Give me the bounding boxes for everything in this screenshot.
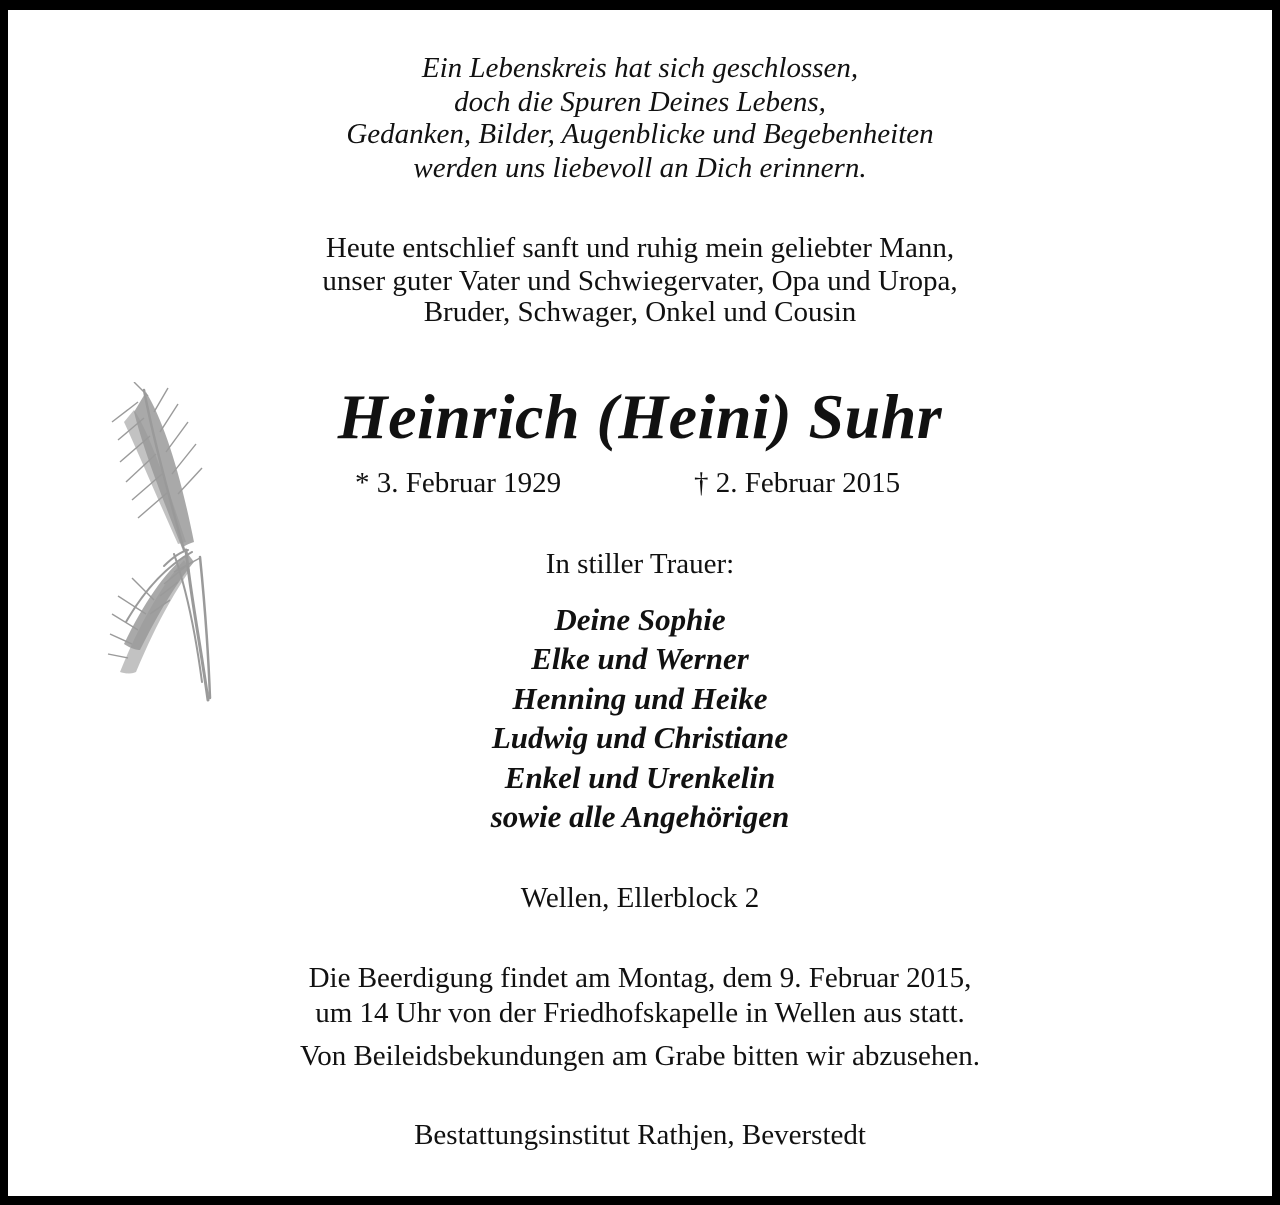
family-member: sowie alle Angehörigen: [490, 799, 790, 834]
family-member: Ludwig und Christiane: [491, 720, 789, 755]
condolence-note: Von Beileidsbekundungen am Grabe bitten wir abzusehen.: [300, 1040, 980, 1072]
family-member: Henning und Heike: [512, 681, 768, 716]
intro-line-1: Heute entschlief sanft und ruhig mein geliebter Mann,: [325, 232, 955, 264]
intro-line-3: Bruder, Schwager, Onkel und Cousin: [423, 296, 857, 328]
poem-line-3: Gedanken, Bilder, Augenblicke und Begebenheiten: [346, 118, 934, 150]
poem-line-1: Ein Lebenskreis hat sich geschlossen,: [421, 52, 859, 84]
poem-line-4: werden uns liebevoll an Dich erinnern.: [413, 152, 867, 184]
undertaker: Bestattungsinstitut Rathjen, Beverstedt: [414, 1119, 866, 1151]
deceased-name: Heinrich (Heini) Suhr: [337, 381, 943, 452]
poem-line-2: doch die Spuren Deines Lebens,: [454, 86, 826, 118]
funeral-line-1: Die Beerdigung findet am Montag, dem 9. Februar 2015,: [308, 962, 972, 994]
funeral-line-2: um 14 Uhr von der Friedhofskapelle in Wellen aus statt.: [315, 997, 965, 1029]
mourning-intro: In stiller Trauer:: [545, 548, 735, 580]
intro-line-2: unser guter Vater und Schwiegervater, Opa und Uropa,: [322, 265, 958, 297]
family-member: Deine Sophie: [554, 602, 726, 637]
family-member: Enkel und Urenkelin: [504, 760, 776, 795]
death-date: † 2. Februar 2015: [694, 467, 901, 499]
family-member: Elke und Werner: [531, 641, 749, 676]
address: Wellen, Ellerblock 2: [520, 882, 760, 914]
birth-date: * 3. Februar 1929: [355, 467, 562, 499]
